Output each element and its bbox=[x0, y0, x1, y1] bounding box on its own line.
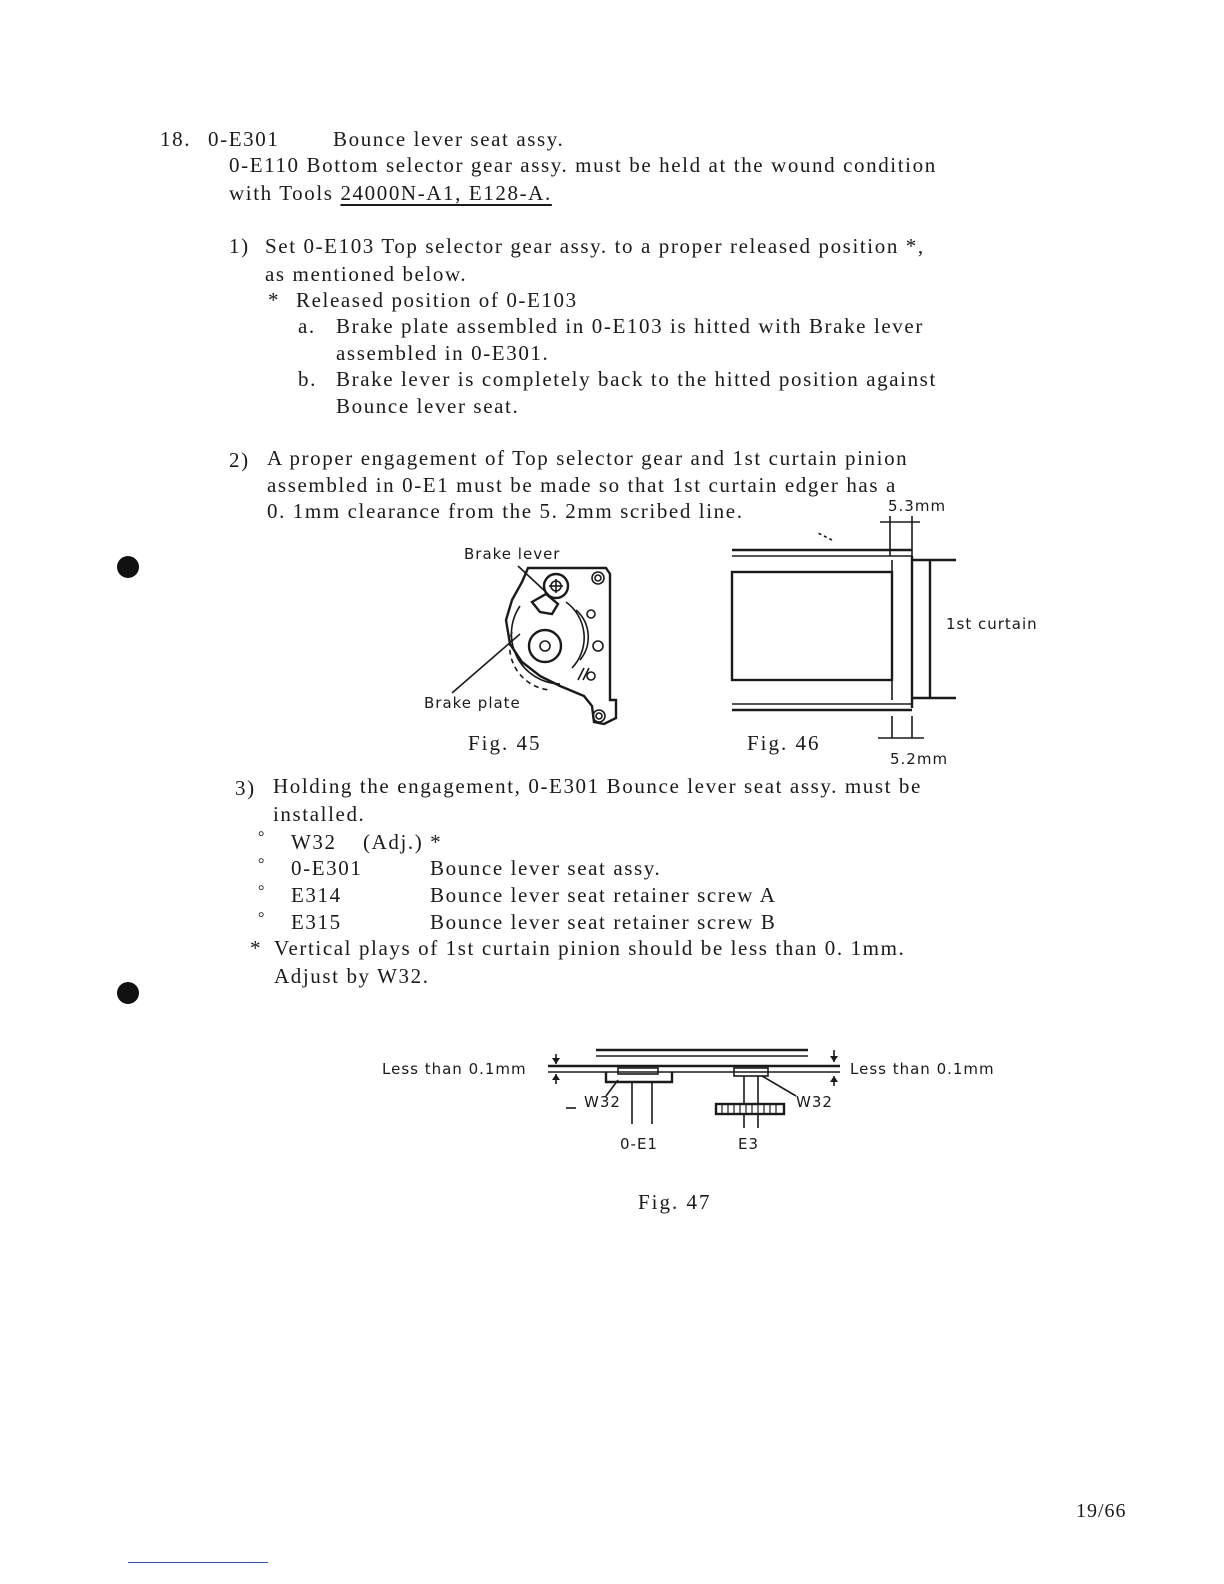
step3-note-star: * bbox=[250, 936, 263, 960]
step3-line1: Holding the engagement, 0-E301 Bounce lever seat assy. must be bbox=[273, 774, 922, 798]
item-part: 0-E301 bbox=[291, 856, 363, 880]
step1-line1: Set 0-E103 Top selector gear assy. to a proper released position *, bbox=[265, 234, 925, 258]
footer-rule bbox=[128, 1562, 268, 1563]
item-desc: Bounce lever seat assy. bbox=[430, 856, 662, 880]
fig47-caption: Fig. 47 bbox=[638, 1190, 712, 1214]
item-desc: (Adj.) * bbox=[363, 830, 443, 854]
step2-line1: A proper engagement of Top selector gear and 1st curtain pinion bbox=[267, 446, 909, 470]
section-part: 0-E301 bbox=[208, 127, 280, 151]
section-title: Bounce lever seat assy. bbox=[333, 127, 565, 151]
punch-hole-bottom bbox=[117, 982, 139, 1004]
item-bullet: ° bbox=[258, 883, 266, 900]
section-note-line2 bbox=[229, 183, 552, 204]
item-desc: Bounce lever seat retainer screw B bbox=[430, 910, 777, 934]
fig46-label-bottom: 5.2mm bbox=[890, 750, 949, 768]
step1-line2: as mentioned below. bbox=[265, 262, 468, 286]
fig47-label-right: Less than 0.1mm bbox=[850, 1060, 995, 1078]
fig47-label-w32-left: W32 bbox=[584, 1093, 621, 1111]
page-number: 19/66 bbox=[1076, 1500, 1127, 1522]
step1-a-line1: Brake plate assembled in 0-E103 is hitted with Brake lever bbox=[336, 314, 924, 338]
fig46-caption: Fig. 46 bbox=[747, 731, 821, 755]
fig45-caption: Fig. 45 bbox=[468, 731, 542, 755]
step1-number: 1) bbox=[229, 234, 250, 258]
fig46-label-curtain: 1st curtain bbox=[946, 615, 1038, 633]
step1-a-label: a. bbox=[298, 314, 316, 338]
item-part: E314 bbox=[291, 883, 342, 907]
step3-line2: installed. bbox=[273, 802, 366, 826]
item-bullet: ° bbox=[258, 910, 266, 927]
tools-list: 24000N-A1, E128-A. bbox=[340, 181, 552, 205]
step1-b-line1: Brake lever is completely back to the hitted position against bbox=[336, 367, 937, 391]
item-desc: Bounce lever seat retainer screw A bbox=[430, 883, 777, 907]
step2-line2: assembled in 0-E1 must be made so that 1st curtain edger has a bbox=[267, 473, 897, 497]
fig47-label-w32-right: W32 bbox=[796, 1093, 833, 1111]
step1-b-line2: Bounce lever seat. bbox=[336, 394, 520, 418]
step1-a-line2: assembled in 0-E301. bbox=[336, 341, 550, 365]
step3-note-line1: Vertical plays of 1st curtain pinion should be less than 0. 1mm. bbox=[274, 936, 906, 960]
fig45-label-brake-plate: Brake plate bbox=[424, 694, 521, 712]
step2-number: 2) bbox=[229, 448, 250, 472]
fig47-label-e3: E3 bbox=[738, 1135, 760, 1153]
tools-prefix: with Tools bbox=[229, 181, 334, 205]
step1-b-label: b. bbox=[298, 367, 317, 391]
item-bullet: ° bbox=[258, 829, 266, 846]
step2-line3: 0. 1mm clearance from the 5. 2mm scribed line. bbox=[267, 499, 744, 523]
step3-note-line2: Adjust by W32. bbox=[274, 964, 430, 988]
step1-star: * bbox=[268, 288, 281, 312]
fig47-label-oe1: 0-E1 bbox=[620, 1135, 658, 1153]
fig47-label-left: Less than 0.1mm bbox=[382, 1060, 527, 1078]
fig46-label-top: 5.3mm bbox=[888, 497, 947, 515]
item-part: W32 bbox=[291, 830, 337, 854]
punch-hole-top bbox=[117, 556, 139, 578]
item-bullet: ° bbox=[258, 856, 266, 873]
step3-number: 3) bbox=[235, 776, 256, 800]
fig45-label-brake-lever: Brake lever bbox=[464, 545, 561, 563]
section-number: 18. bbox=[160, 127, 192, 151]
item-part: E315 bbox=[291, 910, 342, 934]
step1-released-title: Released position of 0-E103 bbox=[296, 288, 578, 312]
section-note-line1: 0-E110 Bottom selector gear assy. must be held at the wound condition bbox=[229, 153, 937, 177]
